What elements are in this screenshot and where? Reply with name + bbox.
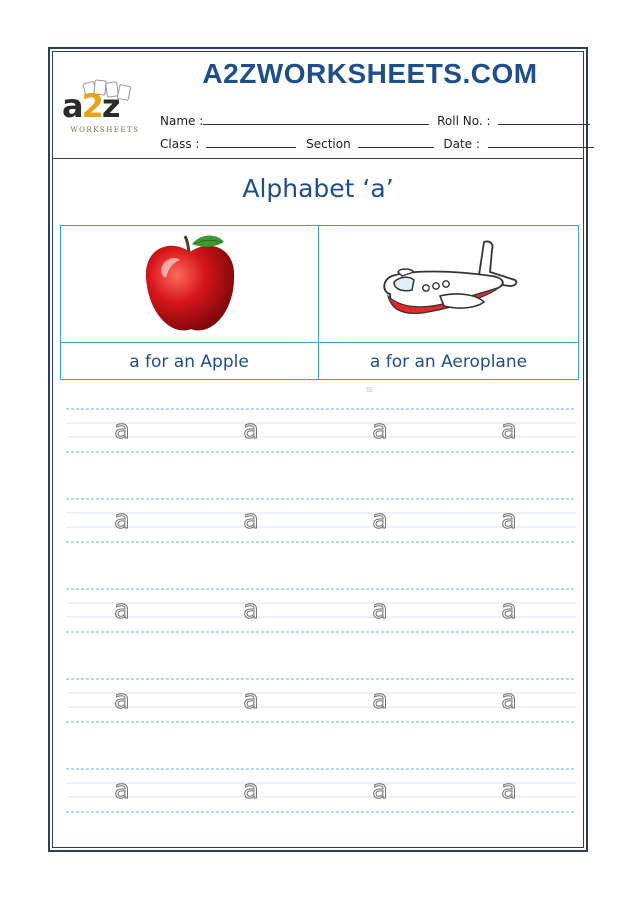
trace-letter: a — [501, 595, 517, 625]
trace-letter: a — [372, 685, 388, 715]
trace-letter: a — [243, 505, 259, 535]
trace-letter: a — [372, 595, 388, 625]
logo-wordmark: a2z — [62, 87, 119, 125]
roll-label: Roll No. : — [437, 114, 491, 128]
trace-letter: a — [243, 415, 259, 445]
class-label: Class : — [160, 137, 200, 151]
aeroplane-caption: a for an Aeroplane — [369, 352, 528, 372]
date-label: Date : — [443, 137, 480, 151]
apple-caption: a for an Apple — [129, 352, 249, 372]
trace-letter: a — [372, 415, 388, 445]
logo-subtitle: WORKSHEETS — [70, 126, 140, 134]
trace-letter: a — [501, 685, 517, 715]
section-label: Section — [306, 137, 351, 151]
trace-letter: a — [243, 685, 259, 715]
trace-letter: a — [501, 415, 517, 445]
trace-letter: a — [372, 505, 388, 535]
name-label: Name : — [160, 114, 204, 128]
trace-letter: a — [114, 775, 130, 805]
trace-letter: a — [243, 595, 259, 625]
trace-letter: a — [243, 775, 259, 805]
trace-letter: a — [114, 415, 130, 445]
site-title: A2ZWORKSHEETS.COM — [202, 58, 538, 89]
trace-letter: a — [501, 775, 517, 805]
watermark-icon: ≋ — [365, 385, 374, 396]
trace-letter: a — [114, 505, 130, 535]
worksheet-title: Alphabet ‘a’ — [242, 174, 394, 203]
trace-letter: a — [372, 775, 388, 805]
trace-letter: a — [114, 685, 130, 715]
trace-letter: a — [114, 595, 130, 625]
trace-letter: a — [501, 505, 517, 535]
